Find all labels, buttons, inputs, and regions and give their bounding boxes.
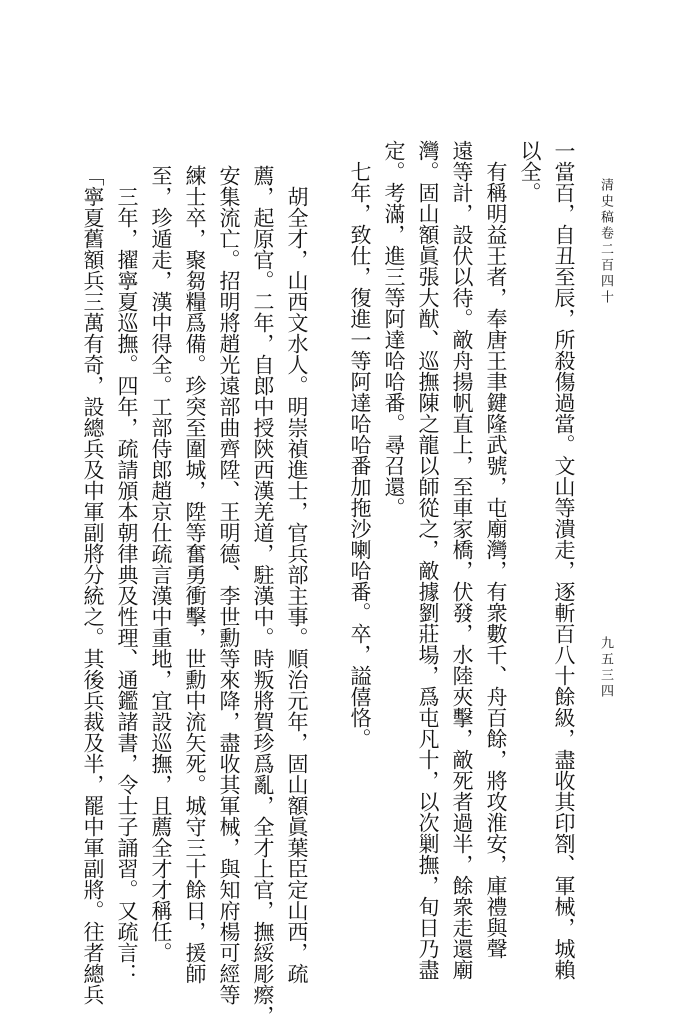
text-column-14: 「寧夏舊額兵三萬有奇，設總兵及中軍副將分統之。其後兵裁及半，罷中軍副將。往者總兵 (81, 165, 105, 1005)
page-number: 九五三四 (598, 636, 613, 700)
text-column-7: 七年，致仕，復進一等阿達哈哈番加拖沙喇哈番。卒，謚僖恪。 (348, 161, 372, 749)
text-column-1: 一當百，自丑至辰，所殺傷過當。文山等潰走，逐斬百八十餘級，盡收其印劄、軍械，城賴 (552, 140, 576, 980)
text-column-11: 練士卒，聚芻糧爲備。珍突至圍城，陞等奮勇衝擊，世勳中流矢死。城守三十餘日，援師 (183, 165, 207, 984)
text-column-6: 定。考滿，進三等阿達哈哈番。尋召還。 (382, 140, 406, 518)
text-column-2: 以全。 (518, 140, 542, 203)
text-column-10: 安集流亡。招明將趙光遠部曲齊陞、王明德、李世勳等來降，盡收其軍械，與知府楊可經等 (217, 165, 241, 1005)
text-column-9: 薦，起原官。二年，自郎中授陝西漢羌道，駐漢中。時叛將賀珍爲亂，全才上官，撫綏彫瘵， (251, 165, 275, 1026)
text-column-13: 三年，擢寧夏巡撫。四年，疏請頒本朝律典及性理、通鑑諸書，令士子誦習。又疏言： (115, 186, 139, 984)
text-column-5: 灣。固山額眞張大猷、巡撫陳之龍以師從之，敵據劉莊場，爲屯凡十，以次剿撫，旬日乃盡 (416, 140, 440, 980)
text-column-4: 遠等計，設伏以待。敵舟揚帆直上，至車家橋，伏發，水陸夾擊，敵死者過半，餘衆走還廟 (450, 140, 474, 980)
text-column-12: 至，珍遁走，漢中得全。工部侍郎趙京仕疏言漢中重地，宜設巡撫，且薦全才才稱任。 (149, 165, 173, 963)
running-header-title: 清史稿卷二百四十 (598, 178, 613, 306)
text-column-3: 有稱明益王者，奉唐王聿鍵隆武號，屯廟灣，有衆數千、舟百餘，將攻淮安，庫禮與聲 (484, 161, 508, 959)
text-column-8: 胡全才，山西文水人。明崇禎進士，官兵部主事。順治元年，固山額眞葉臣定山西，疏 (285, 186, 309, 984)
